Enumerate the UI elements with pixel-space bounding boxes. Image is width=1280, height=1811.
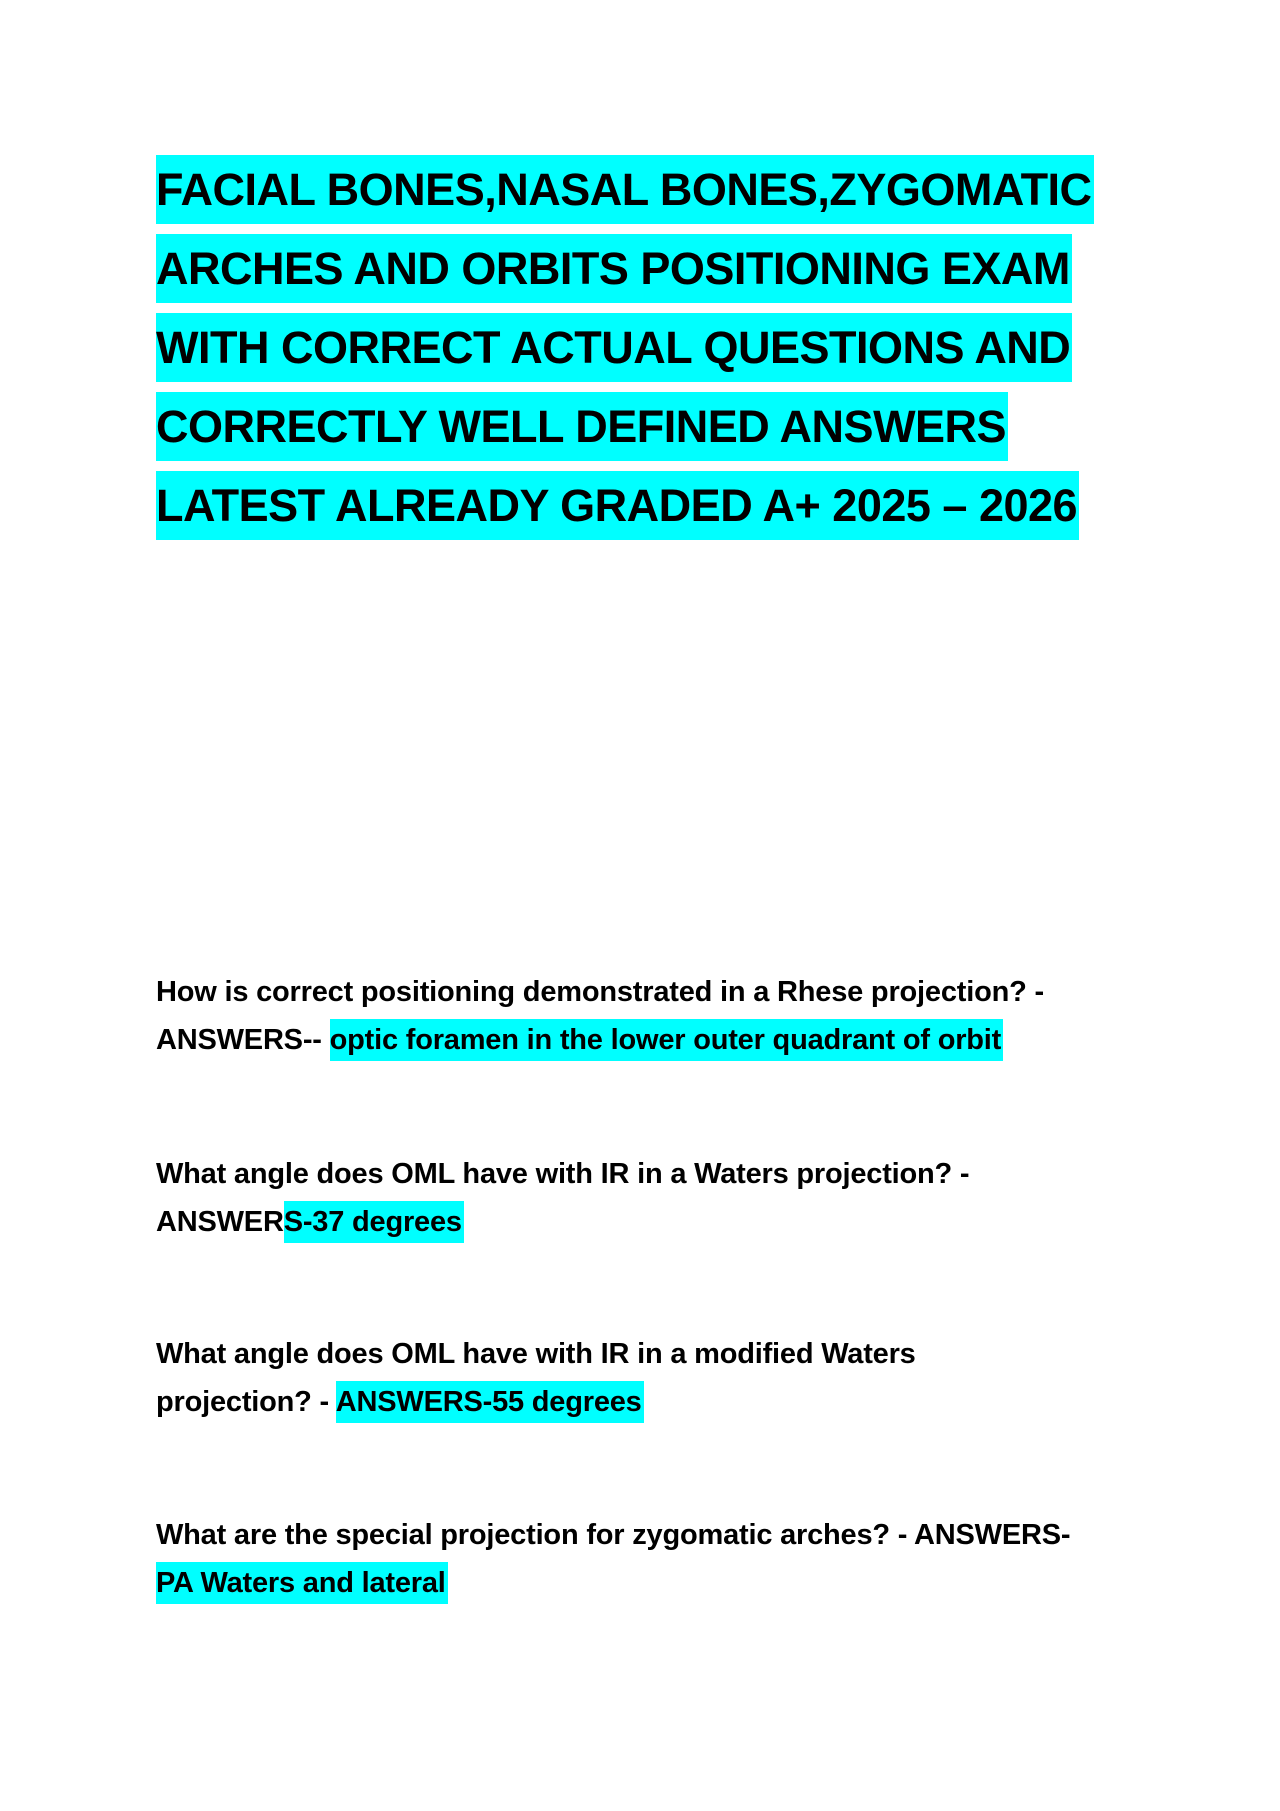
title-line [156,308,1156,387]
answer-line [156,1016,1156,1064]
answer-highlight: optic foramen in the lower outer quadrant of orbit [330,1019,1004,1061]
qa-item [156,968,1156,1064]
question-text: What angle does OML have with IR in a modified Waters [156,1338,916,1370]
title-line-text: FACIAL BONES,NASAL BONES,ZYGOMATIC [156,155,1094,224]
answer-prefix: projection? - [156,1386,336,1418]
answer-prefix: ANSWERS-- [156,1024,330,1056]
qa-item [156,1511,1156,1607]
title-line [156,150,1156,229]
title-line-text: ARCHES AND ORBITS POSITIONING EXAM [156,234,1072,303]
answer-highlight: S-37 degrees [284,1201,464,1243]
title-line-text: CORRECTLY WELL DEFINED ANSWERS [156,392,1008,461]
question-text: What angle does OML have with IR in a Waters projection? - [156,1158,970,1190]
title-line-text: WITH CORRECT ACTUAL QUESTIONS AND [156,313,1072,382]
document-title [156,150,1156,545]
title-line-text: LATEST ALREADY GRADED A+ 2025 – 2026 [156,471,1079,540]
answer-line [156,1198,1156,1246]
question-text: How is correct positioning demonstrated in a Rhese projection? - [156,976,1044,1008]
answer-highlight: PA Waters and lateral [156,1562,448,1604]
answer-prefix: ANSWER [156,1206,284,1238]
qa-item [156,1150,1156,1246]
title-line [156,387,1156,466]
question-text: What are the special projection for zygomatic arches? - ANSWERS- [156,1519,1071,1551]
answer-highlight: ANSWERS-55 degrees [336,1381,644,1423]
title-line [156,466,1156,545]
title-line [156,229,1156,308]
answer-line [156,1559,1156,1607]
qa-item [156,1330,1156,1426]
answer-line [156,1378,1156,1426]
